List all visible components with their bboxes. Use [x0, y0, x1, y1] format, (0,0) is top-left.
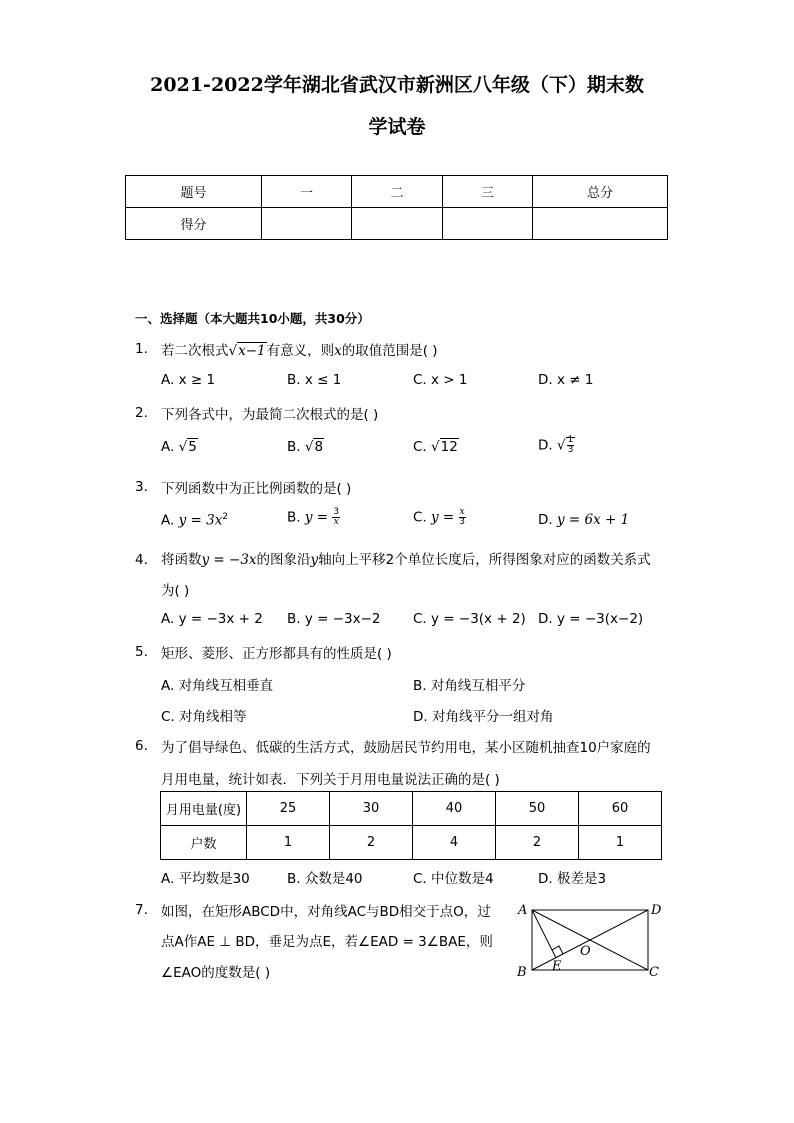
label-o: O	[580, 944, 591, 959]
table-cell: 1	[579, 826, 662, 860]
question-number: 4.	[135, 552, 148, 568]
q2-option-b[interactable]: B. √8	[287, 439, 324, 455]
score-header-cell: 题号	[126, 176, 262, 208]
q3-option-a[interactable]: A. $y = 3x^2$	[161, 512, 229, 529]
q5-option-a[interactable]: A. 对角线互相垂直	[161, 678, 274, 694]
question-4-stem-line2: 为( )	[161, 583, 190, 599]
question-7-stem-line2: 点A作AE ⊥ BD，垂足为点E，若∠EAD = 3∠BAE，则	[161, 934, 493, 950]
question-3-stem: 下列函数中为正比例函数的是( )	[161, 481, 352, 497]
question-number: 5.	[135, 644, 148, 660]
table-cell: 60	[579, 792, 662, 826]
score-header-cell: 一	[262, 176, 352, 208]
q1-var: x	[334, 343, 342, 359]
question-number: 7.	[135, 902, 148, 918]
table-cell: 2	[330, 826, 413, 860]
q6-option-a[interactable]: A. 平均数是30	[161, 871, 250, 887]
q4-option-c[interactable]: C. y = −3(x + 2)	[413, 611, 526, 627]
q5-option-d[interactable]: D. 对角线平分一组对角	[413, 709, 554, 725]
question-number: 2.	[135, 405, 148, 421]
table-cell: 1	[247, 826, 330, 860]
table-row-label: 月用电量(度)	[161, 792, 247, 826]
question-2-stem: 下列各式中，为最简二次根式的是( )	[161, 407, 379, 423]
label-c: C	[649, 965, 659, 980]
q2-option-c[interactable]: C. √12	[413, 439, 458, 455]
question-1-stem	[161, 339, 438, 359]
table-row-label: 户数	[161, 826, 247, 860]
label-b: B	[517, 965, 527, 980]
electricity-table	[160, 791, 662, 860]
q2-option-a[interactable]: A. √5	[161, 439, 197, 455]
question-number: 1.	[135, 341, 148, 357]
q6-option-c[interactable]: C. 中位数是4	[413, 871, 494, 887]
q1-stem-post: 的取值范围是( )	[341, 343, 438, 359]
q4-option-b[interactable]: B. y = −3x−2	[287, 611, 381, 627]
score-value-row	[126, 208, 668, 240]
question-number: 3.	[135, 479, 148, 495]
rectangle-figure	[512, 898, 662, 984]
score-cell[interactable]	[262, 208, 352, 240]
sqrt-symbol: √	[228, 343, 238, 359]
q6-option-b[interactable]: B. 众数是40	[287, 871, 363, 887]
score-header-cell: 二	[352, 176, 443, 208]
score-cell[interactable]	[533, 208, 668, 240]
score-table	[125, 175, 668, 240]
label-e: E	[552, 959, 562, 974]
label-a: A	[518, 903, 528, 918]
page-title-line2: 学试卷	[368, 116, 426, 138]
q2-option-d[interactable]: D. √ $\frac{1}{3}$	[538, 435, 574, 455]
table-cell: 2	[496, 826, 579, 860]
q1-option-b[interactable]: B. x ≤ 1	[287, 372, 342, 388]
question-6-stem-line2: 月用电量，统计如表．下列关于月用电量说法正确的是( )	[161, 772, 500, 788]
score-cell[interactable]	[352, 208, 443, 240]
score-cell[interactable]	[443, 208, 533, 240]
q1-option-c[interactable]: C. x > 1	[413, 372, 468, 388]
q5-option-c[interactable]: C. 对角线相等	[161, 709, 247, 725]
score-header-row	[126, 176, 668, 208]
question-4-stem-line1: 将函数y = −3x的图象沿y轴向上平移2个单位长度后，所得图象对应的函数关系式	[161, 552, 651, 568]
table-row	[161, 826, 662, 860]
q6-option-d[interactable]: D. 极差是3	[538, 871, 607, 887]
score-header-cell: 三	[443, 176, 533, 208]
section-heading: 一、选择题（本大题共10小题，共30分）	[135, 311, 370, 326]
table-cell: 40	[413, 792, 496, 826]
q4-option-a[interactable]: A. y = −3x + 2	[161, 611, 263, 627]
q1-radicand: x−1	[238, 343, 266, 359]
q1-option-d[interactable]: D. x ≠ 1	[538, 372, 594, 388]
question-7-stem-line3: ∠EAO的度数是( )	[161, 965, 271, 981]
page-title-line1: 2021-2022学年湖北省武汉市新洲区八年级（下）期末数	[150, 74, 644, 96]
q4-option-d[interactable]: D. y = −3(x−2)	[538, 611, 644, 627]
q5-option-b[interactable]: B. 对角线互相平分	[413, 678, 526, 694]
score-header-cell: 总分	[533, 176, 668, 208]
table-row	[161, 792, 662, 826]
question-number: 6.	[135, 738, 148, 754]
table-cell: 30	[330, 792, 413, 826]
label-d: D	[651, 903, 662, 918]
question-5-stem: 矩形、菱形、正方形都具有的性质是( )	[161, 646, 392, 662]
q1-stem-mid: 有意义，则	[266, 343, 335, 359]
table-cell: 25	[247, 792, 330, 826]
q3-option-c[interactable]: C. y = $\frac{x}{3}$	[413, 507, 465, 527]
q1-stem-pre: 若二次根式	[161, 343, 229, 359]
q1-option-a[interactable]: A. x ≥ 1	[161, 372, 216, 388]
table-cell: 4	[413, 826, 496, 860]
segment-ae	[532, 910, 556, 958]
table-cell: 50	[496, 792, 579, 826]
q3-option-b[interactable]: B. y = $\frac{3}{x}$	[287, 507, 340, 527]
question-6-stem-line1: 为了倡导绿色、低碳的生活方式，鼓励居民节约用电，某小区随机抽查10户家庭的	[161, 740, 651, 756]
question-7-stem-line1: 如图，在矩形ABCD中，对角线AC与BD相交于点O，过	[161, 904, 491, 920]
q3-option-d[interactable]: D. y = 6x + 1	[538, 512, 630, 528]
score-row-label: 得分	[126, 208, 262, 240]
